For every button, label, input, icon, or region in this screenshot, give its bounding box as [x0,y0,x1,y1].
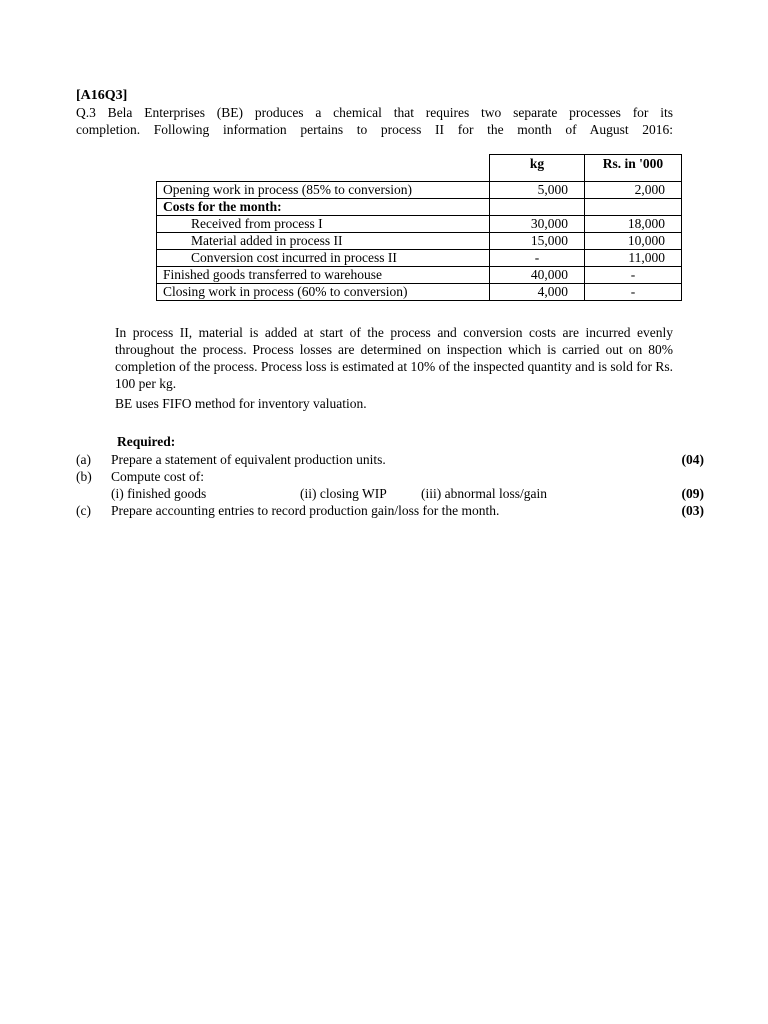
row-rs: 18,000 [585,216,682,233]
row-description: Closing work in process (60% to conversion) [157,284,490,301]
row-description: Costs for the month: [157,199,490,216]
requirement-text: Prepare accounting entries to record production gain/loss for the month. [111,503,500,518]
table-header-rs: Rs. in '000 [585,155,682,182]
requirement-b [76,469,704,486]
requirement-a [76,452,704,469]
table-header-kg: kg [490,155,585,182]
question-reference: [A16Q3] [76,88,128,103]
row-kg: 4,000 [490,284,585,301]
table-row [157,284,682,301]
process-data-table [156,154,682,301]
requirement-c [76,503,704,520]
table-row [157,199,682,216]
row-rs: - [585,284,682,301]
row-kg: 5,000 [490,182,585,199]
row-description: Material added in process II [157,233,490,250]
question-intro [76,104,673,138]
row-description: Conversion cost incurred in process II [157,250,490,267]
requirement-marks: (03) [681,503,704,518]
valuation-method: BE uses FIFO method for inventory valuation. [115,396,367,411]
row-kg [490,199,585,216]
table-header-row [157,155,682,182]
row-description: Finished goods transferred to warehouse [157,267,490,284]
requirement-subitem: (i) finished goods [111,486,207,501]
table-row [157,250,682,267]
table-row [157,267,682,284]
row-description: Opening work in process (85% to conversion) [157,182,490,199]
row-rs: - [585,267,682,284]
row-kg: 15,000 [490,233,585,250]
requirement-subitem: (iii) abnormal loss/gain [421,486,547,501]
table-row [157,216,682,233]
row-rs: 2,000 [585,182,682,199]
required-heading: Required: [117,434,176,449]
table-row [157,233,682,250]
requirement-marks: (04) [681,452,704,467]
row-rs [585,199,682,216]
requirement-marks: (09) [681,486,704,501]
table-header-blank [157,155,490,182]
row-kg: - [490,250,585,267]
row-rs: 10,000 [585,233,682,250]
question-line-1: Q.3 Bela Enterprises (BE) produces a chemical that requires two separate processes for its [76,105,673,120]
table-row [157,182,682,199]
row-rs: 11,000 [585,250,682,267]
requirement-subitem: (ii) closing WIP [300,486,387,501]
row-kg: 30,000 [490,216,585,233]
requirement-letter: (c) [76,503,91,518]
row-description: Received from process I [157,216,490,233]
requirement-letter: (a) [76,452,91,467]
requirement-text: Prepare a statement of equivalent production units. [111,452,386,467]
requirement-b-subitems [76,486,704,503]
process-description: In process II, material is added at start of the process and conversion costs are incurred evenly throughout the process. Process losses are determined on inspection which is carried out on 80% completion of the process. Process loss is estimated at 10% of the inspected quantity and is sold for Rs. 100 per kg. [115,325,673,391]
row-kg: 40,000 [490,267,585,284]
requirement-letter: (b) [76,469,92,484]
requirement-text: Compute cost of: [111,469,204,484]
question-line-2: completion. Following information pertains to process II for the month of August 2016: [76,122,673,137]
